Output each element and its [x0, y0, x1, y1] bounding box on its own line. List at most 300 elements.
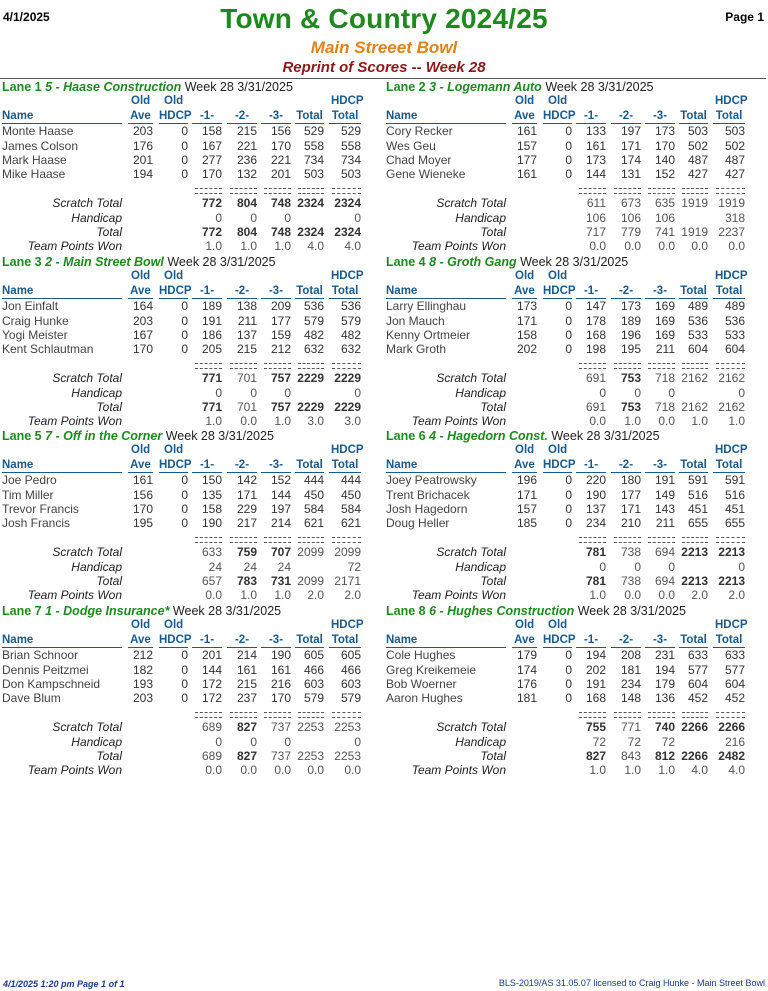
grand-total-g1: 657	[201, 574, 222, 588]
total-separator	[579, 363, 606, 369]
grand-total-label: Total	[96, 400, 122, 414]
total-separator	[298, 537, 324, 543]
bowler-g2: 177	[620, 488, 641, 502]
week-date: Week 28 3/31/2025	[165, 429, 274, 443]
bowler-name: Cole Hughes	[386, 648, 456, 662]
team-points-won-g2: 0.0	[624, 588, 641, 602]
bowler-hdcp: 0	[565, 124, 572, 138]
col-game-1: -1-	[199, 110, 215, 122]
bowler-ave: 195	[132, 516, 153, 530]
col-total: Total	[680, 285, 707, 297]
col-game-3: -3-	[268, 459, 284, 471]
handicap-row-hdcp-total: 0	[738, 386, 745, 400]
bowler-ave: 193	[132, 677, 153, 691]
report-date: 4/1/2025	[3, 10, 50, 24]
scratch-total-total: 2099	[297, 545, 324, 559]
bowler-g1: 167	[201, 139, 222, 153]
team-points-won-g1: 0.0	[205, 588, 222, 602]
grand-total-g3: 731	[270, 574, 291, 588]
total-separator	[195, 537, 222, 543]
bowler-hdcp-total: 558	[340, 139, 361, 153]
grand-total-g1: 827	[585, 749, 606, 763]
bowler-hdcp: 0	[565, 663, 572, 677]
team-points-won-hdcp-total: 0.0	[344, 763, 361, 777]
bowler-g1: 190	[585, 488, 606, 502]
total-separator	[195, 712, 222, 718]
bowler-hdcp-total: 604	[724, 677, 745, 691]
team-points-won-total: 4.0	[691, 763, 708, 777]
grand-total-g1: 717	[585, 225, 606, 239]
bowler-name: James Colson	[2, 139, 79, 153]
grand-total-hdcp-total: 2237	[718, 225, 745, 239]
bowler-g1: 172	[201, 677, 222, 691]
scratch-total-g3: 748	[270, 196, 291, 210]
report-subtitle: Reprint of Scores -- Week 28	[282, 59, 486, 76]
scratch-total-g1: 633	[201, 545, 222, 559]
bowler-hdcp-total: 529	[340, 124, 361, 138]
bowler-ave: 161	[516, 167, 537, 181]
bowler-hdcp: 0	[565, 328, 572, 342]
bowler-name: Cory Recker	[386, 124, 453, 138]
bowler-total: 450	[303, 488, 324, 502]
bowler-hdcp: 0	[181, 473, 188, 487]
bowler-hdcp-total: 633	[724, 648, 745, 662]
lane-block	[384, 80, 768, 254]
bowler-hdcp-total: 489	[724, 299, 745, 313]
total-separator	[682, 537, 708, 543]
bowler-g2: 148	[620, 691, 641, 705]
col-hdcp-total: Total	[331, 110, 359, 122]
col-game-1: -1-	[199, 285, 215, 297]
lane-block	[384, 255, 768, 429]
col-game-1: -1-	[583, 110, 599, 122]
team-points-won-label: Team Points Won	[411, 414, 506, 428]
bowler-g3: 170	[654, 139, 675, 153]
bowler-ave: 174	[516, 663, 537, 677]
col-ave: Ave	[514, 110, 535, 122]
team-points-won-g3: 0.0	[658, 239, 675, 253]
bowler-ave: 157	[516, 139, 537, 153]
bowler-g2: 211	[237, 314, 257, 328]
handicap-row-g1: 0	[599, 386, 606, 400]
total-separator	[614, 188, 641, 194]
bowler-g3: 201	[270, 167, 291, 181]
team-points-won-label: Team Points Won	[27, 414, 122, 428]
grand-total-hdcp-total: 2213	[718, 574, 745, 588]
team-points-won-g2: 1.0	[240, 588, 257, 602]
bowler-g1: 191	[201, 314, 222, 328]
bowler-total: 516	[687, 488, 708, 502]
bowler-g3: 197	[270, 502, 291, 516]
total-separator	[298, 712, 324, 718]
bowler-g1: 205	[201, 342, 222, 356]
grand-total-g2: 779	[620, 225, 641, 239]
bowler-ave: 203	[132, 691, 153, 705]
scratch-total-g2: 738	[620, 545, 641, 559]
bowler-g1: 186	[201, 328, 222, 342]
grand-total-total: 2253	[297, 749, 324, 763]
bowler-ave: 203	[132, 124, 153, 138]
bowler-g2: 180	[620, 473, 641, 487]
col-hdcp-total-top: HDCP	[331, 444, 364, 456]
bowler-g3: 169	[654, 299, 675, 313]
bowler-ave: 202	[516, 342, 537, 356]
handicap-row-hdcp-total: 216	[724, 735, 745, 749]
total-separator	[332, 188, 361, 194]
team-name: 3 - Logemann Auto	[429, 80, 542, 94]
bowler-hdcp-total: 632	[340, 342, 361, 356]
bowler-hdcp-total: 466	[340, 663, 361, 677]
bowler-name: Tim Miller	[2, 488, 54, 502]
bowler-hdcp-total: 427	[724, 167, 745, 181]
bowler-hdcp: 0	[565, 677, 572, 691]
col-game-2: -2-	[618, 110, 634, 122]
bowler-g3: 159	[270, 328, 291, 342]
total-separator	[195, 363, 222, 369]
total-separator	[298, 363, 324, 369]
bowler-hdcp: 0	[565, 691, 572, 705]
bowler-g3: 211	[655, 516, 675, 530]
col-game-3: -3-	[652, 285, 668, 297]
footer-timestamp: 4/1/2025 1:20 pm Page 1 of 1	[3, 979, 125, 989]
col-total: Total	[296, 459, 323, 471]
bowler-ave: 173	[516, 299, 537, 313]
scratch-total-g2: 827	[236, 720, 257, 734]
total-separator	[648, 363, 675, 369]
handicap-row-label: Handicap	[455, 735, 506, 749]
col-name: Name	[2, 459, 34, 471]
bowler-g1: 277	[201, 153, 222, 167]
bowler-name: Dennis Peitzmei	[2, 663, 89, 677]
bowler-g3: 169	[654, 314, 675, 328]
bowler-total: 529	[303, 124, 324, 138]
handicap-row-hdcp-total: 0	[738, 560, 745, 574]
scratch-total-g2: 673	[620, 196, 641, 210]
col-hdcp-total: Total	[715, 634, 743, 646]
bowler-g3: 190	[270, 648, 291, 662]
grand-total-g3: 718	[654, 400, 675, 414]
grand-total-total: 1919	[681, 225, 708, 239]
bowler-hdcp-total: 452	[724, 691, 745, 705]
team-points-won-total: 3.0	[307, 414, 324, 428]
handicap-row-g3: 0	[668, 560, 675, 574]
handicap-row-label: Handicap	[71, 386, 122, 400]
bowler-hdcp-total: 584	[340, 502, 361, 516]
col-old-hdcp-top: Old	[164, 95, 184, 107]
handicap-row-hdcp-total: 0	[354, 211, 361, 225]
bowler-total: 604	[687, 677, 708, 691]
team-points-won-hdcp-total: 4.0	[728, 763, 745, 777]
total-separator	[648, 188, 675, 194]
team-points-won-label: Team Points Won	[27, 239, 122, 253]
handicap-row-label: Handicap	[71, 560, 122, 574]
bowler-total: 444	[303, 473, 324, 487]
col-name: Name	[386, 110, 418, 122]
bowler-ave: 161	[516, 124, 537, 138]
col-ave: Ave	[130, 285, 151, 297]
bowler-total: 451	[687, 502, 708, 516]
scratch-total-g1: 781	[585, 545, 606, 559]
footer-license: BLS-2019/AS 31.05.07 licensed to Craig Hunke - Main Street Bowl	[498, 978, 765, 988]
bowler-name: Mark Groth	[386, 342, 447, 356]
team-points-won-g2: 0.0	[624, 239, 641, 253]
bowler-ave: 185	[516, 516, 537, 530]
bowler-hdcp: 0	[181, 328, 188, 342]
col-ave: Ave	[130, 110, 151, 122]
col-game-2: -2-	[234, 459, 250, 471]
bowler-hdcp-total: 487	[724, 153, 745, 167]
scratch-total-total: 2253	[297, 720, 324, 734]
team-name: 5 - Haase Construction	[45, 80, 182, 94]
handicap-row-g2: 0	[634, 386, 641, 400]
bowler-hdcp: 0	[181, 314, 188, 328]
report-title: Town & Country 2024/25	[220, 3, 548, 34]
scratch-total-total: 2229	[297, 371, 324, 385]
bowler-name: Aaron Hughes	[386, 691, 463, 705]
col-total: Total	[680, 459, 707, 471]
grand-total-total: 2266	[681, 749, 708, 763]
bowler-name: Mark Haase	[2, 153, 67, 167]
team-points-won-hdcp-total: 0.0	[728, 239, 745, 253]
bowler-g1: 133	[585, 124, 606, 138]
handicap-row-g1: 72	[592, 735, 606, 749]
bowler-g1: 194	[585, 648, 606, 662]
col-old-ave-top: Old	[515, 95, 535, 107]
week-date: Week 28 3/31/2025	[184, 80, 293, 94]
scratch-total-hdcp-total: 2213	[718, 545, 745, 559]
scratch-total-g1: 689	[201, 720, 222, 734]
bowler-hdcp: 0	[565, 314, 572, 328]
scratch-total-label: Scratch Total	[52, 196, 122, 210]
total-separator	[332, 712, 361, 718]
col-ave: Ave	[130, 634, 151, 646]
grand-total-total: 2229	[297, 400, 324, 414]
team-points-won-g3: 0.0	[658, 588, 675, 602]
bowler-g2: 195	[620, 342, 641, 356]
total-separator	[579, 537, 606, 543]
page-number: Page 1	[725, 10, 764, 24]
bowler-name: Doug Heller	[386, 516, 450, 530]
col-hdcp-total: Total	[331, 459, 359, 471]
total-separator	[716, 188, 745, 194]
total-separator	[579, 712, 606, 718]
lane-title	[386, 80, 654, 94]
bowler-g2: 171	[236, 488, 257, 502]
lane-title	[386, 604, 686, 618]
bowler-g1: 198	[585, 342, 606, 356]
bowler-g1: 172	[201, 691, 222, 705]
col-ave: Ave	[514, 285, 535, 297]
bowler-total: 633	[687, 648, 708, 662]
grand-total-g1: 691	[585, 400, 606, 414]
bowler-ave: 161	[132, 473, 153, 487]
bowler-ave: 177	[516, 153, 537, 167]
col-game-2: -2-	[618, 634, 634, 646]
total-separator	[264, 188, 291, 194]
handicap-row-label: Handicap	[71, 735, 122, 749]
bowler-g2: 217	[236, 516, 257, 530]
bowler-total: 579	[303, 314, 324, 328]
col-old-ave-top: Old	[131, 95, 151, 107]
col-hdcp: HDCP	[159, 285, 192, 297]
team-points-won-g2: 1.0	[624, 414, 641, 428]
bowler-ave: 194	[132, 167, 153, 181]
bowler-g2: 196	[620, 328, 641, 342]
bowler-hdcp-total: 444	[340, 473, 361, 487]
col-old-hdcp-top: Old	[164, 270, 184, 282]
bowler-hdcp-total: 533	[724, 328, 745, 342]
bowler-name: Kenny Ortmeier	[386, 328, 471, 342]
bowler-g1: 202	[585, 663, 606, 677]
bowler-g3: 156	[270, 124, 291, 138]
team-points-won-hdcp-total: 3.0	[344, 414, 361, 428]
bowler-g3: 152	[654, 167, 675, 181]
handicap-row-g2: 0	[250, 735, 257, 749]
bowler-g1: 168	[585, 691, 606, 705]
bowler-g1: 144	[585, 167, 606, 181]
bowler-ave: 164	[132, 299, 153, 313]
bowler-name: Craig Hunke	[2, 314, 69, 328]
scratch-total-label: Scratch Total	[52, 545, 122, 559]
col-game-2: -2-	[618, 459, 634, 471]
bowler-g3: 173	[654, 124, 675, 138]
team-name: 2 - Main Street Bowl	[45, 255, 164, 269]
col-game-1: -1-	[199, 459, 215, 471]
col-game-3: -3-	[652, 459, 668, 471]
col-game-2: -2-	[618, 285, 634, 297]
week-date: Week 28 3/31/2025	[172, 604, 282, 618]
handicap-row-g2: 24	[243, 560, 257, 574]
bowler-g3: 140	[654, 153, 675, 167]
bowler-hdcp: 0	[565, 342, 572, 356]
grand-total-g2: 753	[620, 400, 641, 414]
scratch-total-label: Scratch Total	[436, 196, 506, 210]
bowler-name: Don Kampschneid	[2, 677, 101, 691]
bowler-ave: 179	[516, 648, 537, 662]
handicap-row-g2: 72	[627, 735, 641, 749]
bowler-name: Dave Blum	[2, 691, 61, 705]
team-points-won-g1: 0.0	[205, 763, 222, 777]
col-hdcp-total-top: HDCP	[331, 95, 364, 107]
bowler-hdcp: 0	[565, 473, 572, 487]
bowler-g1: 161	[585, 139, 606, 153]
scratch-total-g3: 635	[654, 196, 675, 210]
bowler-g3: 152	[270, 473, 291, 487]
bowler-g1: 135	[201, 488, 222, 502]
grand-total-g2: 827	[236, 749, 257, 763]
grand-total-g1: 771	[201, 400, 222, 414]
bowler-hdcp: 0	[565, 139, 572, 153]
bowler-total: 503	[687, 124, 708, 138]
grand-total-hdcp-total: 2324	[334, 225, 361, 239]
col-total: Total	[680, 634, 707, 646]
team-points-won-g1: 1.0	[589, 588, 606, 602]
team-points-won-g1: 0.0	[589, 239, 606, 253]
scratch-total-g3: 757	[270, 371, 291, 385]
scratch-total-g2: 753	[620, 371, 641, 385]
scratch-total-label: Scratch Total	[52, 720, 122, 734]
bowler-g3: 231	[654, 648, 675, 662]
bowler-total: 503	[303, 167, 324, 181]
team-points-won-total: 1.0	[691, 414, 708, 428]
scratch-total-g1: 772	[201, 196, 222, 210]
bowler-hdcp: 0	[565, 167, 572, 181]
bowler-g2: 132	[236, 167, 257, 181]
team-points-won-total: 0.0	[691, 239, 708, 253]
week-date: Week 28 3/31/2025	[577, 604, 686, 618]
bowler-g2: 234	[620, 677, 641, 691]
team-points-won-g1: 1.0	[589, 763, 606, 777]
grand-total-g2: 783	[236, 574, 257, 588]
handicap-row-g1: 0	[215, 211, 222, 225]
scratch-total-g1: 611	[586, 196, 606, 210]
bowler-ave: 201	[132, 153, 153, 167]
handicap-row-g1: 0	[215, 386, 222, 400]
bowler-total: 558	[303, 139, 324, 153]
lane-number: Lane 4	[386, 255, 426, 269]
grand-total-hdcp-total: 2162	[718, 400, 745, 414]
bowler-g3: 221	[270, 153, 291, 167]
bowler-ave: 203	[132, 314, 153, 328]
handicap-row-g1: 0	[215, 735, 222, 749]
total-separator	[716, 363, 745, 369]
bowler-hdcp-total: 536	[340, 299, 361, 313]
col-hdcp-total: Total	[715, 285, 743, 297]
bowler-hdcp: 0	[565, 299, 572, 313]
bowler-ave: 170	[132, 342, 153, 356]
bowler-total: 536	[303, 299, 324, 313]
bowler-g2: 210	[620, 516, 641, 530]
bowler-g2: 229	[236, 502, 257, 516]
bowler-name: Joey Peatrowsky	[386, 473, 477, 487]
total-separator	[332, 363, 361, 369]
scratch-total-g2: 701	[236, 371, 257, 385]
grand-total-label: Total	[96, 574, 122, 588]
bowling-center-name: Main Streeet Bowl	[310, 38, 458, 57]
bowler-name: Trent Brichacek	[386, 488, 470, 502]
bowler-hdcp: 0	[181, 677, 188, 691]
team-points-won-total: 0.0	[307, 763, 324, 777]
scratch-total-g1: 755	[585, 720, 606, 734]
col-hdcp-total-top: HDCP	[715, 95, 748, 107]
handicap-row-g2: 0	[250, 211, 257, 225]
col-name: Name	[2, 110, 34, 122]
handicap-row-g3: 72	[661, 735, 675, 749]
team-points-won-g3: 1.0	[658, 763, 675, 777]
handicap-row-label: Handicap	[455, 386, 506, 400]
grand-total-g3: 812	[654, 749, 675, 763]
team-points-won-g2: 0.0	[240, 763, 257, 777]
col-hdcp-total-top: HDCP	[715, 270, 748, 282]
handicap-row-g3: 24	[277, 560, 291, 574]
col-name: Name	[2, 285, 34, 297]
bowler-total: 621	[303, 516, 324, 530]
team-name: 7 - Off in the Corner	[45, 429, 163, 443]
bowler-g3: 136	[654, 691, 675, 705]
bowler-hdcp: 0	[181, 342, 188, 356]
grand-total-g2: 843	[620, 749, 641, 763]
bowler-g2: 137	[236, 328, 257, 342]
bowler-g2: 161	[236, 663, 257, 677]
week-date: Week 28 3/31/2025	[551, 429, 660, 443]
scratch-total-total: 2162	[681, 371, 708, 385]
bowler-g3: 179	[654, 677, 675, 691]
bowler-g2: 181	[620, 663, 641, 677]
bowler-g1: 201	[201, 648, 222, 662]
bowler-name: Yogi Meister	[2, 328, 68, 342]
bowler-g1: 158	[201, 502, 222, 516]
bowler-g2: 236	[236, 153, 257, 167]
